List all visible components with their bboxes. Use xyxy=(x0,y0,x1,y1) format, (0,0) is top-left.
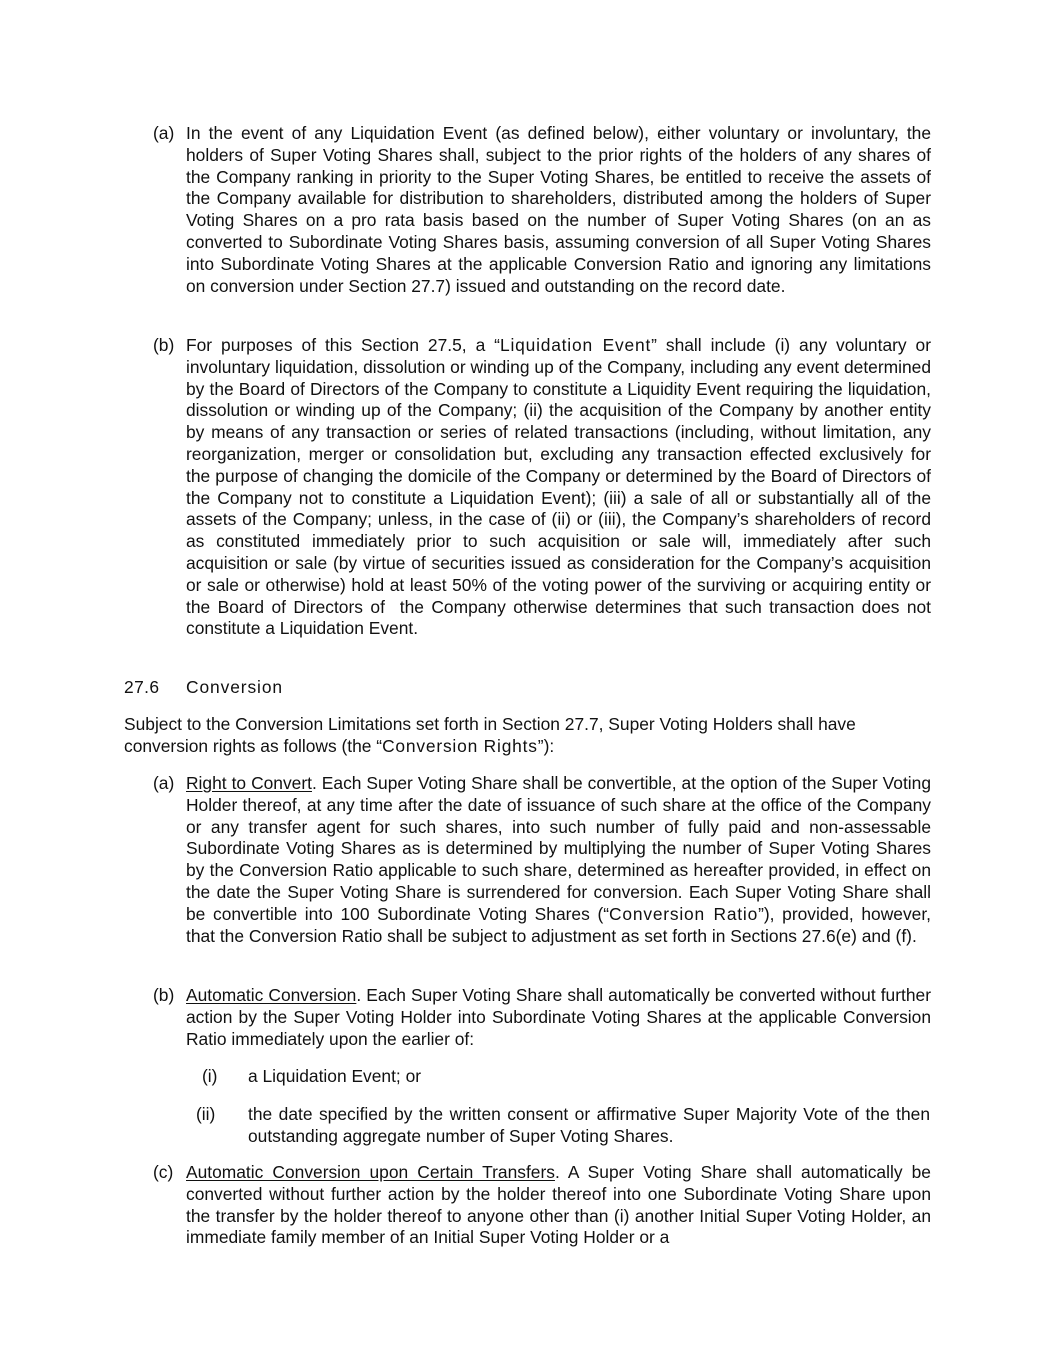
clause-27-5-b xyxy=(153,335,932,640)
clause-heading: Automatic Conversion xyxy=(186,985,357,1005)
clause-text: In the event of any Liquidation Event (as defined below), either voluntary or involuntary, the holders of Super Voting Shares shall, subject to the prior rights of the holders of any shares of the Company ranking in priority to the Super Voting Shares, be entitled to receive the assets of the Company available for distribution to shareholders, distributed among the holders of Super Voting Shares on a pro rata basis based on the number of Super Voting Shares (on an as converted to Subordinate Voting Shares basis, assuming conversion of all Super Voting Shares into Subordinate Voting Shares at the applicable Conversion Ratio and ignoring any limitations on conversion under Section 27.7) issued and outstanding on the record date. xyxy=(186,123,931,296)
clause-27-6-a xyxy=(153,773,931,947)
defined-term: Liquidation Event xyxy=(499,335,652,355)
clause-label: (a) xyxy=(153,773,175,793)
defined-term: Conversion Rights xyxy=(382,735,538,756)
intro-text: Subject to the Conversion Limitations set forth in Section 27.7, Super Voting Holders shall have conversion rights as follows (the “ xyxy=(124,714,856,756)
sub-clause-text: a Liquidation Event; or xyxy=(248,1066,422,1086)
sub-clause-label: (ii) xyxy=(196,1104,216,1124)
clause-label: (c) xyxy=(153,1162,174,1182)
section-title: Conversion xyxy=(186,677,283,697)
clause-heading: Automatic Conversion upon Certain Transfers xyxy=(186,1162,555,1182)
section-number: 27.6 xyxy=(124,677,160,697)
section-27-6-intro xyxy=(124,714,932,758)
clause-label: (b) xyxy=(153,985,175,1005)
clause-text: . A Super Voting Share shall automatically be converted without further action by the holder thereof into one Subordinate Voting Share upon the transfer by the holder thereof to anyone other than (i) another Initial Super Voting Holder, an immediate family member of an Initial Super Voting Holder or a xyxy=(186,1162,931,1248)
clause-text: ”), provided, however, that the Conversion Ratio shall be subject to adjustment as set forth in Sections 27.6(e) and (f). xyxy=(186,903,931,946)
sub-clause-i xyxy=(202,1066,931,1088)
clause-label: (b) xyxy=(153,335,175,355)
sub-clause-label: (i) xyxy=(202,1066,218,1086)
defined-term: Conversion Ratio xyxy=(609,903,759,924)
intro-text: ”): xyxy=(537,735,555,756)
clause-text: . Each Super Voting Share shall automatically be converted without further action by the Super Voting Holder into Subordinate Voting Shares at the applicable Conversion Ratio immediately upon the earlier of: xyxy=(186,985,931,1049)
clause-heading: Right to Convert xyxy=(186,773,312,793)
section-heading-27-6 xyxy=(124,677,283,699)
clause-text: For purposes of this Section 27.5, a “ xyxy=(186,335,500,355)
clause-text: ” shall include (i) any voluntary or involuntary liquidation, dissolution or winding up of the Company, including any event determined by the Board of Directors of the Company to constitute a Liquidity Event requiring the liquidation, dissolution or winding up of the Company; (ii) the acquisition of the Company by another entity by means of any transaction or series of related transactions (including, without limitation, any reorganization, merger or consolidation but, excluding any transaction effected exclusively for the purpose of changing the domicile of the Company or determined by the Board of Directors of the Company not to constitute a Liquidation Event); (iii) a sale of all or substantially all of the assets of the Company; unless, in the case of (ii) or (iii), the Company’s shareholders of record as constituted immediately prior to such acquisition or sale will, immediately after such acquisition or sale (by virtue of securities issued as consideration for the Company’s acquisition or sale or otherwise) hold at least 50% of the voting power of the surviving or acquiring entity or the Board of Directors of the Company otherwise determines that such transaction does not constitute a Liquidation Event. xyxy=(186,335,932,639)
clause-text: . Each Super Voting Share shall be convertible, at the option of the Super Voting Holder thereof, at any time after the date of issuance of such share at the office of the Company or any transfer agent for such shares, into such number of fully paid and non-assessable Subordinate Voting Shares as is determined by multiplying the number of Super Voting Shares by the Conversion Ratio applicable to such share, determined as hereafter provided, in effect on the date the Super Voting Share is surrendered for conversion. Each Super Voting Share shall be convertible into 100 Subordinate Voting Shares (“ xyxy=(186,773,931,924)
clause-27-5-a xyxy=(153,123,931,297)
clause-27-6-c xyxy=(153,1162,931,1249)
sub-clause-ii xyxy=(196,1104,930,1148)
clause-label: (a) xyxy=(153,123,175,143)
clause-27-6-b xyxy=(153,985,931,1050)
sub-clause-text: the date specified by the written consent or affirmative Super Majority Vote of the then outstanding aggregate number of Super Voting Shares. xyxy=(248,1104,930,1146)
